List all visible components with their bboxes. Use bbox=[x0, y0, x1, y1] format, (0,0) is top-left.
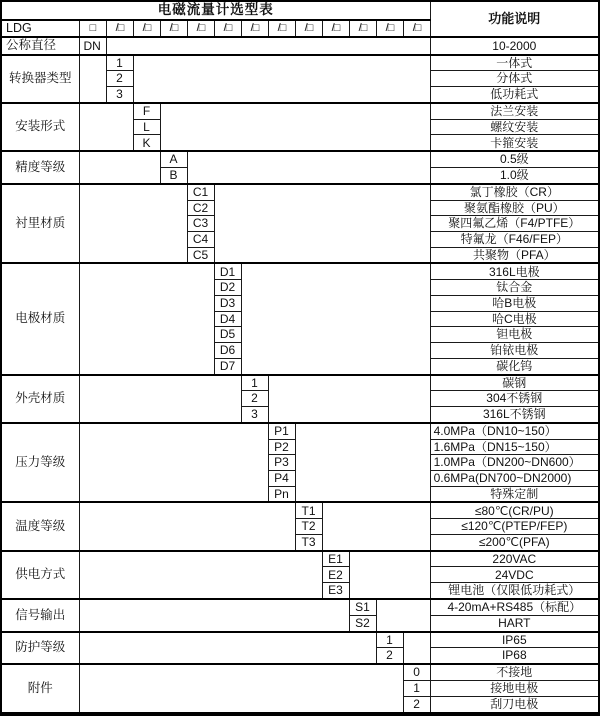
left-filler-cell bbox=[79, 103, 133, 151]
code-cell: DN bbox=[79, 37, 106, 54]
left-filler-cell bbox=[79, 55, 106, 103]
category-label: 压力等级 bbox=[1, 423, 79, 503]
code-cell: 2 bbox=[241, 391, 268, 407]
code-cell: P4 bbox=[268, 470, 295, 486]
table-title: 电磁流量计选型表 bbox=[1, 1, 430, 20]
right-filler-cell bbox=[349, 551, 430, 599]
model-base-checkbox: □ bbox=[79, 20, 106, 37]
code-cell: S1 bbox=[349, 599, 376, 615]
model-slot-checkbox: /□ bbox=[268, 20, 295, 37]
description-cell: 哈C电极 bbox=[430, 311, 599, 327]
category-label: 公称直径 bbox=[1, 37, 79, 54]
description-cell: ≤200℃(PFA) bbox=[430, 534, 599, 550]
code-cell: C3 bbox=[187, 216, 214, 232]
description-cell: HART bbox=[430, 615, 599, 631]
category-label: 附件 bbox=[1, 664, 79, 714]
code-cell: S2 bbox=[349, 615, 376, 631]
right-filler-cell bbox=[241, 263, 430, 374]
code-cell: Pn bbox=[268, 486, 295, 502]
description-cell: ≤80℃(CR/PU) bbox=[430, 502, 599, 518]
code-cell: C2 bbox=[187, 200, 214, 216]
description-cell: 聚氨酯橡胶（PU） bbox=[430, 200, 599, 216]
category-label: 衬里材质 bbox=[1, 184, 79, 264]
description-cell: IP68 bbox=[430, 648, 599, 664]
description-cell: 接地电极 bbox=[430, 680, 599, 696]
model-slot-checkbox: /□ bbox=[106, 20, 133, 37]
right-filler-cell bbox=[268, 375, 430, 423]
code-cell: P3 bbox=[268, 455, 295, 471]
model-slot-checkbox: /□ bbox=[349, 20, 376, 37]
description-cell: 1.0MPa（DN200~DN600） bbox=[430, 455, 599, 471]
description-cell: IP65 bbox=[430, 632, 599, 648]
model-slot-checkbox: /□ bbox=[322, 20, 349, 37]
code-cell: 2 bbox=[403, 696, 430, 714]
code-cell: D4 bbox=[214, 311, 241, 327]
code-cell: D6 bbox=[214, 343, 241, 359]
description-cell: 1.6MPa（DN15~150） bbox=[430, 439, 599, 455]
category-label: 信号输出 bbox=[1, 599, 79, 632]
model-slot-checkbox: /□ bbox=[187, 20, 214, 37]
description-cell: 氯丁橡胶（CR） bbox=[430, 184, 599, 200]
description-cell: 钽电极 bbox=[430, 327, 599, 343]
right-filler-cell bbox=[403, 632, 430, 665]
code-cell: T2 bbox=[295, 519, 322, 535]
right-filler-cell bbox=[160, 103, 430, 151]
category-label: 精度等级 bbox=[1, 151, 79, 184]
code-cell: 2 bbox=[376, 648, 403, 664]
code-cell: D7 bbox=[214, 358, 241, 374]
left-filler-cell bbox=[79, 184, 187, 264]
description-cell: 碳钢 bbox=[430, 375, 599, 391]
code-cell: 3 bbox=[241, 406, 268, 422]
code-cell: 1 bbox=[403, 680, 430, 696]
category-label: 外壳材质 bbox=[1, 375, 79, 423]
code-cell: 3 bbox=[106, 87, 133, 103]
description-cell: 螺纹安装 bbox=[430, 119, 599, 135]
code-cell: K bbox=[133, 135, 160, 151]
function-column-header: 功能说明 bbox=[430, 1, 599, 37]
description-cell: 24VDC bbox=[430, 567, 599, 583]
code-cell: F bbox=[133, 103, 160, 119]
left-filler-cell bbox=[79, 263, 214, 374]
code-cell: D2 bbox=[214, 280, 241, 296]
description-cell: 铂铱电极 bbox=[430, 343, 599, 359]
category-label: 防护等级 bbox=[1, 632, 79, 665]
model-slot-checkbox: /□ bbox=[160, 20, 187, 37]
model-slot-checkbox: /□ bbox=[133, 20, 160, 37]
left-filler-cell bbox=[79, 664, 403, 714]
description-cell: 4-20mA+RS485（标配） bbox=[430, 599, 599, 615]
description-cell: 分体式 bbox=[430, 71, 599, 87]
filler-cell bbox=[106, 37, 430, 54]
code-cell: P1 bbox=[268, 423, 295, 439]
code-cell: T1 bbox=[295, 502, 322, 518]
left-filler-cell bbox=[79, 375, 241, 423]
description-cell: 哈B电极 bbox=[430, 295, 599, 311]
description-cell: 卡箍安装 bbox=[430, 135, 599, 151]
code-cell: C5 bbox=[187, 247, 214, 263]
right-filler-cell bbox=[295, 423, 430, 503]
category-label: 转换器类型 bbox=[1, 55, 79, 103]
description-cell: 低功耗式 bbox=[430, 87, 599, 103]
description-cell: 碳化钨 bbox=[430, 358, 599, 374]
code-cell: 0 bbox=[403, 664, 430, 680]
code-cell: B bbox=[160, 167, 187, 183]
code-cell: 2 bbox=[106, 71, 133, 87]
code-cell: E3 bbox=[322, 583, 349, 599]
left-filler-cell bbox=[79, 551, 322, 599]
description-cell: 特氟龙（F46/FEP） bbox=[430, 231, 599, 247]
category-label: 安装形式 bbox=[1, 103, 79, 151]
description-cell: 法兰安装 bbox=[430, 103, 599, 119]
description-cell: 10-2000 bbox=[430, 37, 599, 54]
code-cell: C1 bbox=[187, 184, 214, 200]
description-cell: 钛合金 bbox=[430, 280, 599, 296]
category-label: 电极材质 bbox=[1, 263, 79, 374]
model-slot-checkbox: /□ bbox=[403, 20, 430, 37]
description-cell: 1.0级 bbox=[430, 167, 599, 183]
code-cell: E1 bbox=[322, 551, 349, 567]
left-filler-cell bbox=[79, 502, 295, 550]
right-filler-cell bbox=[187, 151, 430, 184]
right-filler-cell bbox=[376, 599, 430, 632]
right-filler-cell bbox=[214, 184, 430, 264]
code-cell: E2 bbox=[322, 567, 349, 583]
left-filler-cell bbox=[79, 599, 349, 632]
description-cell: 0.5级 bbox=[430, 151, 599, 167]
code-cell: D3 bbox=[214, 295, 241, 311]
code-cell: T3 bbox=[295, 534, 322, 550]
description-cell: 304不锈钢 bbox=[430, 391, 599, 407]
description-cell: 220VAC bbox=[430, 551, 599, 567]
description-cell: 一体式 bbox=[430, 55, 599, 71]
left-filler-cell bbox=[79, 632, 376, 665]
description-cell: 不接地 bbox=[430, 664, 599, 680]
model-slot-checkbox: /□ bbox=[295, 20, 322, 37]
code-cell: 1 bbox=[241, 375, 268, 391]
description-cell: 4.0MPa（DN10~150） bbox=[430, 423, 599, 439]
code-cell: A bbox=[160, 151, 187, 167]
left-filler-cell bbox=[79, 423, 268, 503]
description-cell: 锂电池（仅限低功耗式） bbox=[430, 583, 599, 599]
description-cell: 0.6MPa(DN700~DN2000) bbox=[430, 470, 599, 486]
description-cell: ≤120℃(PTEP/FEP) bbox=[430, 519, 599, 535]
description-cell: 刮刀电极 bbox=[430, 696, 599, 714]
model-slot-checkbox: /□ bbox=[214, 20, 241, 37]
description-cell: 特殊定制 bbox=[430, 486, 599, 502]
code-cell: D5 bbox=[214, 327, 241, 343]
right-filler-cell bbox=[322, 502, 430, 550]
code-cell: P2 bbox=[268, 439, 295, 455]
description-cell: 316L不锈钢 bbox=[430, 406, 599, 422]
code-cell: L bbox=[133, 119, 160, 135]
left-filler-cell bbox=[79, 151, 160, 184]
code-cell: D1 bbox=[214, 263, 241, 279]
model-slot-checkbox: /□ bbox=[376, 20, 403, 37]
code-cell: 1 bbox=[376, 632, 403, 648]
category-label: 供电方式 bbox=[1, 551, 79, 599]
right-filler-cell bbox=[133, 55, 430, 103]
description-cell: 共聚物（PFA） bbox=[430, 247, 599, 263]
description-cell: 316L电极 bbox=[430, 263, 599, 279]
category-label: 温度等级 bbox=[1, 502, 79, 550]
description-cell: 聚四氟乙烯（F4/PTFE） bbox=[430, 216, 599, 232]
model-prefix-label: LDG bbox=[1, 20, 79, 37]
model-slot-checkbox: /□ bbox=[241, 20, 268, 37]
code-cell: C4 bbox=[187, 231, 214, 247]
code-cell: 1 bbox=[106, 55, 133, 71]
